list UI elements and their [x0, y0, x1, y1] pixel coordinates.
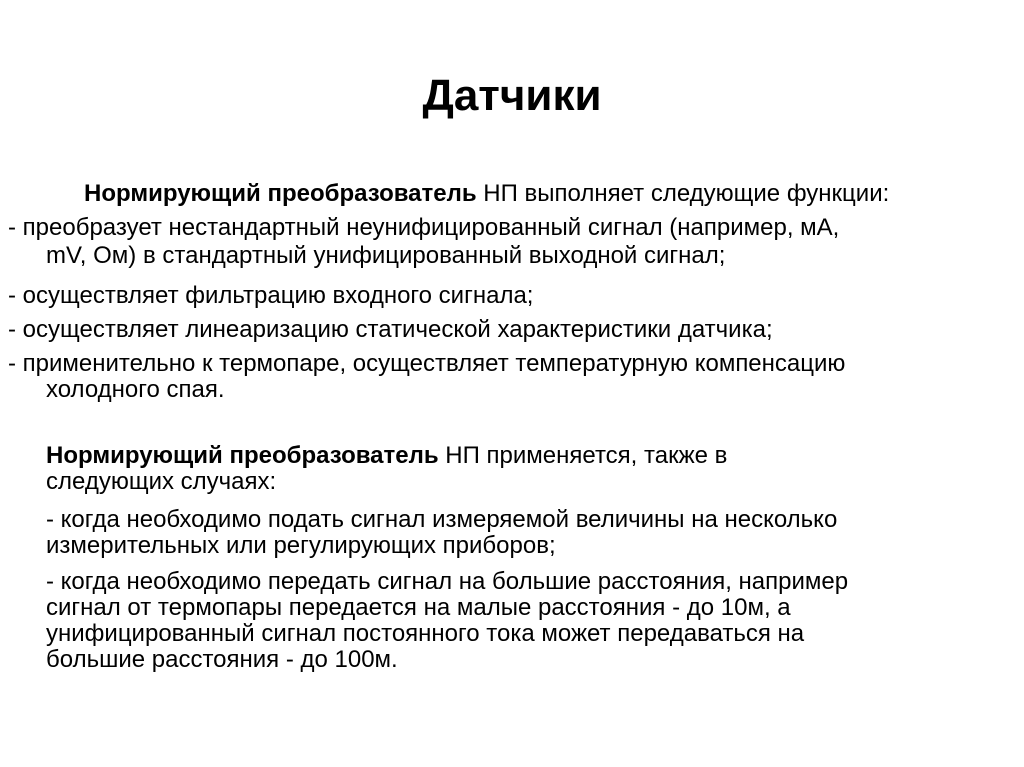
- case-item-1-line-1: - когда необходимо подать сигнал измеряемой величины на несколько: [46, 506, 838, 533]
- intro-paragraph: [84, 180, 889, 208]
- function-item-1-line-1: - преобразует нестандартный неунифицированный сигнал (например, мА,: [8, 214, 840, 241]
- usage-term: Нормирующий преобразователь: [46, 442, 439, 469]
- usage-paragraph-line-2: следующих случаях:: [46, 468, 277, 495]
- usage-text: НП применяется, также в: [438, 442, 728, 469]
- usage-paragraph: [46, 442, 727, 470]
- intro-term: Нормирующий преобразователь: [84, 180, 477, 207]
- slide-title: Датчики: [422, 71, 602, 120]
- intro-text: НП выполняет следующие функции:: [476, 180, 890, 207]
- case-item-1-line-2: измерительных или регулирующих приборов;: [46, 532, 556, 559]
- function-item-4-line-1: - применительно к термопаре, осуществляет температурную компенсацию: [8, 350, 846, 377]
- case-item-2-line-2: сигнал от термопары передается на малые расстояния - до 10м, а: [46, 594, 791, 621]
- case-item-2-line-3: унифицированный сигнал постоянного тока может передаваться на: [46, 620, 805, 647]
- function-item-1-line-2: mV, Ом) в стандартный унифицированный выходной сигнал;: [46, 242, 726, 269]
- case-item-2-line-1: - когда необходимо передать сигнал на большие расстояния, например: [46, 568, 849, 595]
- function-item-2: - осуществляет фильтрацию входного сигнала;: [8, 282, 534, 309]
- function-item-4-line-2: холодного спая.: [46, 376, 225, 403]
- function-item-3: - осуществляет линеаризацию статической характеристики датчика;: [8, 316, 773, 343]
- case-item-2-line-4: большие расстояния - до 100м.: [46, 646, 398, 673]
